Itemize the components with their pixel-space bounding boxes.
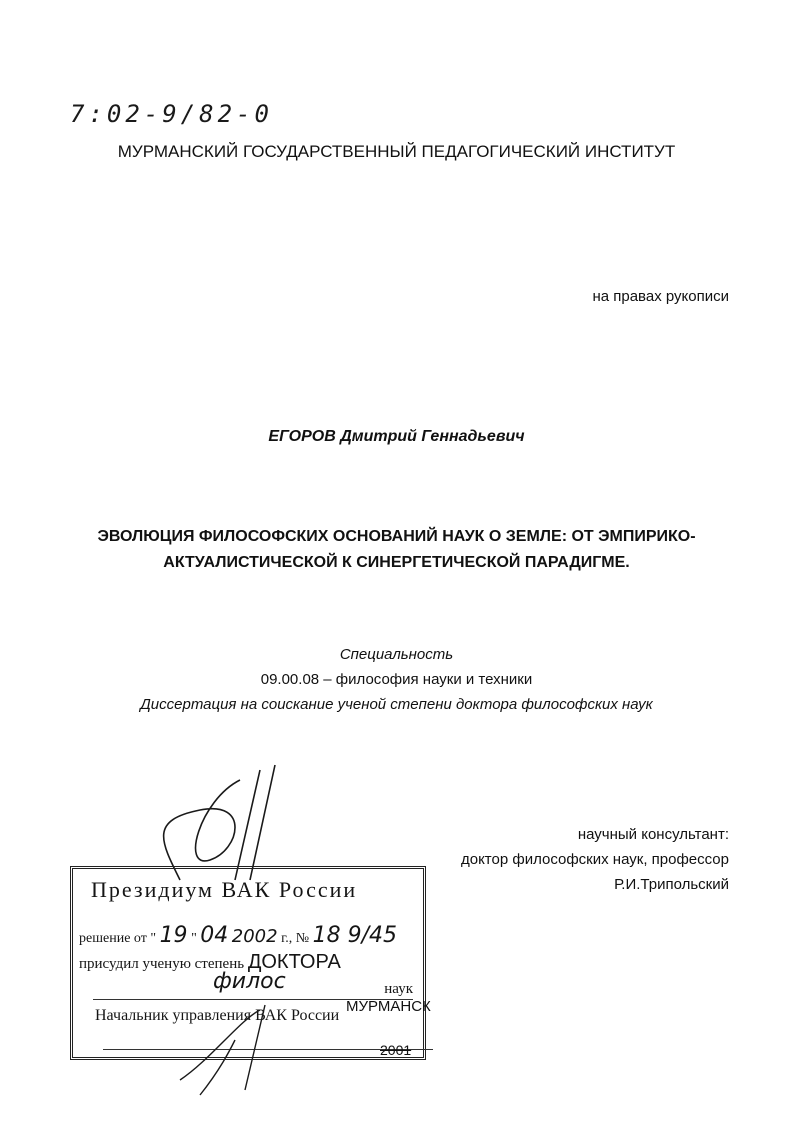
stamp-title: Президиум ВАК России xyxy=(91,877,358,902)
stamp-signature-scribble xyxy=(170,1000,290,1100)
advisor-degree: доктор философских наук, профессор xyxy=(460,851,729,868)
author-name: ЕГОРОВ Дмитрий Геннадьевич xyxy=(268,428,525,445)
handwritten-registration-code: 7:02-9/82-0 xyxy=(70,100,273,128)
scientific-advisor xyxy=(461,822,729,897)
city: МУРМАНСК xyxy=(346,998,431,1015)
stamp-decision: решение от " 19 " 04 2002 г., № 18 9/45 xyxy=(79,923,398,948)
decision-prefix: решение от " xyxy=(79,931,157,946)
advisor-name: Р.И.Трипольский xyxy=(614,876,729,893)
specialty-label: Специальность xyxy=(339,646,454,663)
decision-suffix: г., № xyxy=(281,931,310,946)
decision-day: 19 xyxy=(159,923,188,948)
title-line-1: ЭВОЛЮЦИЯ ФИЛОСОФСКИХ ОСНОВАНИЙ НАУК О ЗЕМЛЕ: ОТ ЭМПИРИКО- xyxy=(97,528,696,545)
degree-field-handwritten: филос xyxy=(213,969,286,994)
year: 2001 xyxy=(380,1042,412,1058)
manuscript-rights-note: на правах рукописи xyxy=(592,288,729,305)
specialty-block xyxy=(0,642,793,717)
institute-name: МУРМАНСКИЙ ГОСУДАРСТВЕННЫЙ ПЕДАГОГИЧЕСКИЙ ИНСТИТУТ xyxy=(117,142,676,161)
advisor-role: научный консультант: xyxy=(577,826,729,843)
degree-prefix: присудил ученую степень xyxy=(79,956,245,972)
decision-year: 2002 xyxy=(231,926,278,947)
decision-month: 04 xyxy=(200,923,229,948)
degree-value: ДОКТОРА xyxy=(247,951,341,973)
title-line-2: АКТУАЛИСТИЧЕСКОЙ К СИНЕРГЕТИЧЕСКОЙ ПАРАДИГМЕ. xyxy=(163,554,630,571)
dissertation-title xyxy=(40,524,753,576)
stamp-degree-line xyxy=(79,951,341,974)
decision-number: 18 9/45 xyxy=(312,923,398,948)
specialty-code: 09.00.08 – философия науки и техники xyxy=(260,671,533,688)
dissertation-type: Диссертация на соискание ученой степени доктора философских наук xyxy=(140,696,653,713)
stamp-head-of-department: Начальник управления ВАК России xyxy=(95,1007,340,1024)
stamp-sciences: наук xyxy=(384,981,413,997)
